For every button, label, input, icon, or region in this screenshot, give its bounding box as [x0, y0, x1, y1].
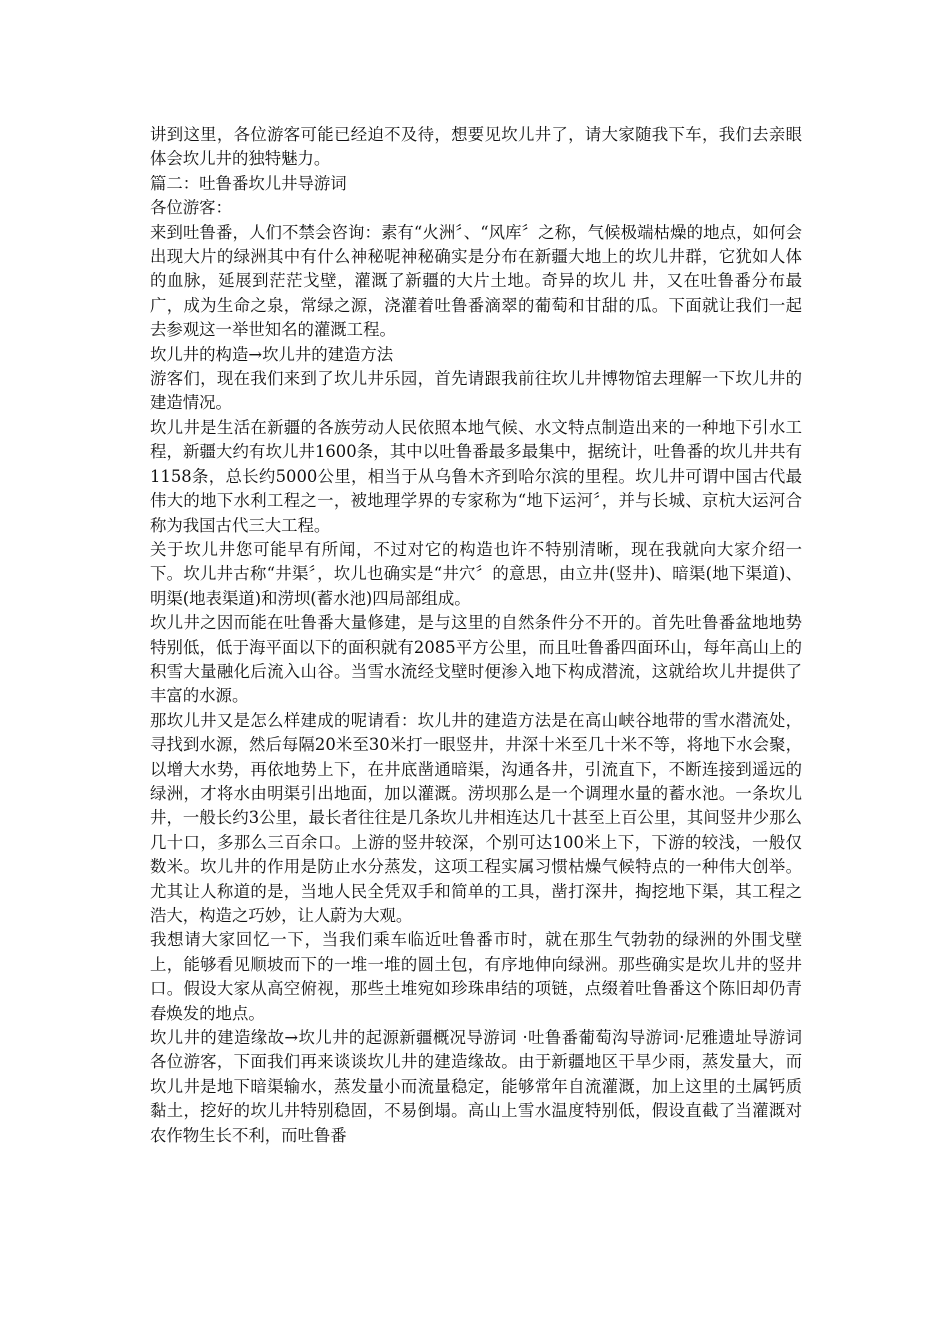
- paragraph-overview: 坎儿井是生活在新疆的各族劳动人民依照本地气候、水文特点制造出来的一种地下引水工程，新疆大约有坎儿井1600条，其中以吐鲁番最多最集中，据统计，吐鲁番的坎儿井共有1158条，总长约5000公里，相当于从乌鲁木齐到哈尔滨的里程。坎儿井可谓中国古代最伟大的地下水利工程之一，被地理学界的专家称为“地下运河〞，并与长城、京杭大运河合称为我国古代三大工程。: [150, 417, 802, 535]
- paragraph-shaft-openings: 我想请大家回忆一下，当我们乘车临近吐鲁番市时，就在那生气勃勃的绿洲的外围戈壁上，能够看见顺坡而下的一堆一堆的圆土包，有序地伸向绿洲。那些确实是坎儿井的竖井口。假设大家从高空俯视，那些土堆宛如珍珠串结的项链，点缀着吐鲁番这个陈旧却仍青春焕发的地点。: [150, 930, 802, 1023]
- paragraph-museum: 游客们，现在我们来到了坎儿井乐园，首先请跟我前往坎儿井博物馆去理解一下坎儿井的建造情况。: [150, 369, 802, 413]
- greeting: 各位游客：: [150, 198, 232, 218]
- paragraph-structure: 关于坎儿井您可能早有所闻，不过对它的构造也许不特别清晰，现在我就向大家介绍一下。坎儿井古称“井渠〞，坎儿也确实是“井穴〞的意思，由立井(竖井)、暗渠(地下渠道)、明渠(地表渠道)和涝坝(蓄水池)四局部组成。: [150, 539, 802, 608]
- document-body: [150, 123, 802, 1148]
- paragraph-intro-ending: 讲到这里，各位游客可能已经迫不及待，想要见坎儿井了，请大家随我下车，我们去亲眼体会坎儿井的独特魅力。: [150, 125, 802, 169]
- paragraph-reasons: 坎儿井的建造缘故→坎儿井的起源新疆概况导游词 ·吐鲁番葡萄沟导游词·尼雅遗址导游词 各位游客，下面我们再来谈谈坎儿井的建造缘故。由于新疆地区干旱少雨，蒸发量大，而坎儿井是地下暗渠输水，蒸发量小而流量稳定，能够常年自流灌溉，加上这里的土属钙质黏土，挖好的坎儿井特别稳固，不易倒塌。高山上雪水温度特别低，假设直截了当灌溉对农作物生长不利，而吐鲁番: [150, 1028, 802, 1145]
- paragraph-building-method: 那坎儿井又是怎么样建成的呢请看：坎儿井的建造方法是在高山峡谷地带的雪水潜流处，寻找到水源，然后每隔20米至30米打一眼竖井，井深十米至几十米不等，将地下水会聚，以增大水势，再依地势上下，在井底凿通暗渠，沟通各井，引流直下，不断连接到遥远的绿洲，才将水由明渠引出地面，加以灌溉。涝坝那么是一个调理水量的蓄水池。一条坎儿井，一般长约3公里，最长者往往是几条坎儿井相连达几十甚至上百公里，其间竖井少那么几十口，多那么三百余口。上游的竖井较深，个别可达100米上下，下游的较浅，一般仅数米。坎儿井的作用是防止水分蒸发，这项工程实属习惯枯燥气候特点的一种伟大创举。尤其让人称道的是，当地人民全凭双手和简单的工具，凿打深井，掏挖地下渠，其工程之浩大，构造之巧妙，让人蔚为大观。: [150, 710, 802, 925]
- section-title: 篇二：吐鲁番坎儿井导游词: [150, 173, 347, 193]
- paragraph-natural-conditions: 坎儿井之因而能在吐鲁番大量修建，是与这里的自然条件分不开的。首先吐鲁番盆地地势特别低，低于海平面以下的面积就有2085平方公里，而且吐鲁番四面环山，每年高山上的积雪大量融化后流入山谷。当雪水流经戈壁时便渗入地下构成潜流，这就给坎儿井提供了丰富的水源。: [150, 613, 802, 706]
- subheading-construction: 坎儿井的构造→坎儿井的建造方法: [150, 344, 394, 364]
- paragraph-oasis-mystery: 来到吐鲁番，人们不禁会咨询：素有“火洲〞、“风库〞之称，气候极端枯燥的地点，如何会出现大片的绿洲其中有什么神秘呢神秘确实是分布在新疆大地上的坎儿井群，它犹如人体的血脉，延展到茫茫戈壁，灌溉了新疆的大片土地。奇异的坎儿 井，又在吐鲁番分布最广，成为生命之泉，常绿之源，浇灌着吐鲁番滴翠的葡萄和甘甜的瓜。下面就让我们一起去参观这一举世知名的灌溉工程。: [150, 222, 802, 340]
